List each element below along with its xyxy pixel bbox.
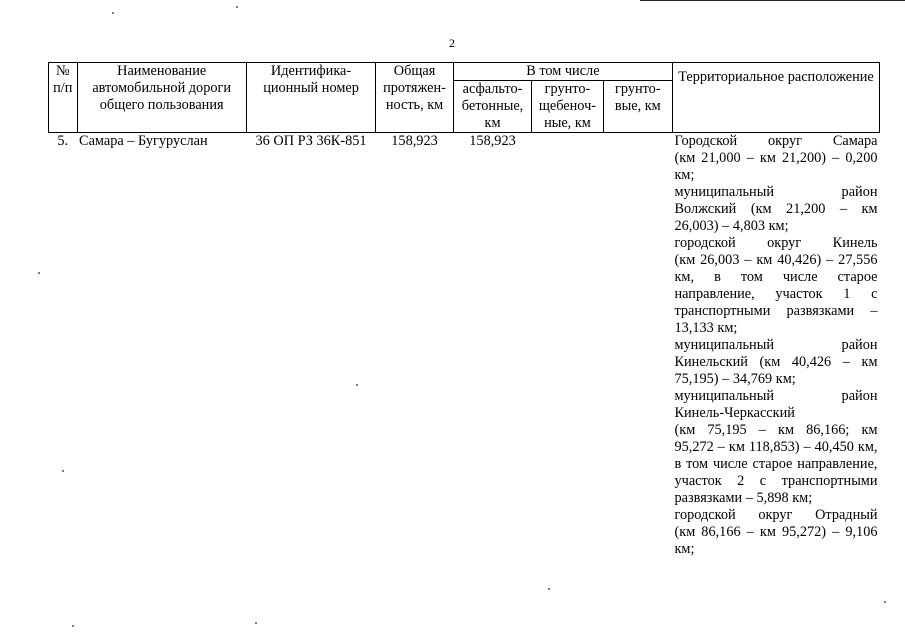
row-total-length: 158,923 bbox=[391, 133, 438, 149]
territory-line: городской округ Отрадный bbox=[674, 507, 878, 523]
territory-line: Волжский (км 21,200 – км 26,003) – 4,803 км; bbox=[674, 201, 878, 234]
territory-line: Кинельский (км 40,426 – км 75,195) – 34,769 км; bbox=[674, 354, 878, 387]
header-total-length: Общая протяжен-ность, км bbox=[376, 63, 453, 133]
territory-line: (км 86,166 – км 95,272) – 9,106 км; bbox=[674, 524, 878, 557]
roads-table bbox=[48, 62, 880, 558]
header-gravel: грунто-щебеноч-ные, км bbox=[532, 81, 603, 133]
header-territory: Территориальное расположение bbox=[672, 63, 879, 133]
header-num: № п/п bbox=[49, 63, 78, 133]
page-number: 2 bbox=[449, 36, 455, 50]
table-header bbox=[49, 63, 880, 133]
header-ident-number: Идентифика-ционный номер bbox=[246, 63, 375, 133]
territory-line: муниципальный район bbox=[674, 184, 878, 200]
header-dirt: грунто-вые, км bbox=[603, 81, 672, 133]
territory-line: (км 26,003 – км 40,426) – 27,556 км, в том числе старое направление, участок 1 с транспортными развязками – 13,133 км; bbox=[674, 252, 878, 336]
territory-line: (км 75,195 – км 86,166; км 95,272 – км 118,853) – 40,450 км, в том числе старое направление, участок 2 с транспортными развязками – 5,898 км; bbox=[674, 422, 878, 506]
territory-line: Кинель-Черкасский bbox=[674, 405, 795, 421]
row-num: 5. bbox=[57, 133, 69, 149]
header-asphalt: асфальто-бетонные, км bbox=[453, 81, 532, 133]
scan-top-rule bbox=[640, 0, 905, 1]
territory-line: муниципальный район bbox=[674, 337, 878, 353]
territory-line: (км 21,000 – км 21,200) – 0,200 км; bbox=[674, 150, 878, 183]
territory-line: муниципальный район bbox=[674, 388, 878, 404]
header-including: В том числе bbox=[453, 63, 672, 81]
row-road-name: Самара – Бугуруслан bbox=[79, 133, 208, 149]
row-ident-number: 36 ОП РЗ 36К-851 bbox=[255, 133, 367, 149]
row-gravel-length bbox=[532, 133, 603, 559]
header-road-name: Наименование автомобильной дороги общего пользования bbox=[77, 63, 246, 133]
territory-line: городской округ Кинель bbox=[674, 235, 878, 251]
territory-line: Городской округ Самара bbox=[674, 133, 878, 149]
row-asphalt-length: 158,923 bbox=[469, 133, 516, 149]
table-row bbox=[49, 133, 880, 559]
row-territory bbox=[672, 133, 879, 559]
row-dirt-length bbox=[603, 133, 672, 559]
